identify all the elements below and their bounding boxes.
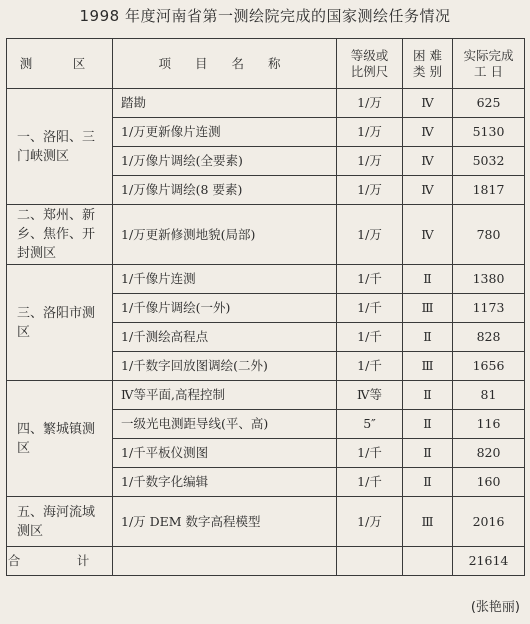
workdays-cell: 5032 bbox=[453, 147, 525, 176]
difficulty-cell: Ⅲ bbox=[403, 497, 453, 547]
header-difficulty-line2: 类 别 bbox=[413, 63, 442, 79]
difficulty-cell: Ⅲ bbox=[403, 352, 453, 381]
total-empty-scale bbox=[337, 547, 403, 576]
project-cell: 1/千测绘高程点 bbox=[113, 323, 337, 352]
project-cell: 一级光电测距导线(平、高) bbox=[113, 410, 337, 439]
total-row bbox=[7, 547, 525, 576]
difficulty-cell: Ⅳ bbox=[403, 118, 453, 147]
scale-cell: 1/万 bbox=[337, 205, 403, 265]
workdays-cell: 828 bbox=[453, 323, 525, 352]
table-row bbox=[7, 497, 525, 547]
region-cell: 五、海河流域测区 bbox=[7, 497, 113, 547]
table-row bbox=[7, 89, 525, 118]
difficulty-cell: Ⅱ bbox=[403, 265, 453, 294]
workdays-cell: 1656 bbox=[453, 352, 525, 381]
scale-cell: 1/千 bbox=[337, 439, 403, 468]
header-workdays-line2: 工 日 bbox=[474, 63, 503, 79]
table-row bbox=[7, 265, 525, 294]
header-region: 测 区 bbox=[7, 39, 113, 89]
project-cell: 1/万更新修测地貌(局部) bbox=[113, 205, 337, 265]
header-scale-line1: 等级或 bbox=[350, 47, 389, 63]
scale-cell: Ⅳ等 bbox=[337, 381, 403, 410]
header-scale bbox=[337, 39, 403, 89]
workdays-cell: 1380 bbox=[453, 265, 525, 294]
project-cell: 1/千数字化编辑 bbox=[113, 468, 337, 497]
task-table bbox=[6, 38, 525, 576]
project-cell: 1/千平板仪测图 bbox=[113, 439, 337, 468]
scale-cell: 1/千 bbox=[337, 352, 403, 381]
scale-cell: 1/万 bbox=[337, 89, 403, 118]
difficulty-cell: Ⅱ bbox=[403, 468, 453, 497]
header-difficulty-line1: 困 难 bbox=[413, 47, 442, 63]
workdays-cell: 5130 bbox=[453, 118, 525, 147]
workdays-cell: 2016 bbox=[453, 497, 525, 547]
difficulty-cell: Ⅳ bbox=[403, 176, 453, 205]
header-workdays-line1: 实际完成 bbox=[463, 47, 514, 63]
scale-cell: 1/万 bbox=[337, 176, 403, 205]
workdays-cell: 625 bbox=[453, 89, 525, 118]
project-cell: 踏勘 bbox=[113, 89, 337, 118]
scale-cell: 1/千 bbox=[337, 265, 403, 294]
scale-cell: 1/千 bbox=[337, 323, 403, 352]
total-empty-difficulty bbox=[403, 547, 453, 576]
difficulty-cell: Ⅲ bbox=[403, 294, 453, 323]
region-cell: 三、洛阳市测区 bbox=[7, 265, 113, 381]
workdays-cell: 160 bbox=[453, 468, 525, 497]
difficulty-cell: Ⅱ bbox=[403, 410, 453, 439]
total-empty-project bbox=[113, 547, 337, 576]
region-cell: 四、繁城镇测区 bbox=[7, 381, 113, 497]
difficulty-cell: Ⅱ bbox=[403, 381, 453, 410]
table-row bbox=[7, 381, 525, 410]
project-cell: Ⅳ等平面,高程控制 bbox=[113, 381, 337, 410]
region-cell: 一、洛阳、三门峡测区 bbox=[7, 89, 113, 205]
project-cell: 1/千数字回放图调绘(二外) bbox=[113, 352, 337, 381]
project-cell: 1/千像片连测 bbox=[113, 265, 337, 294]
scale-cell: 1/万 bbox=[337, 497, 403, 547]
project-cell: 1/万像片调绘(全要素) bbox=[113, 147, 337, 176]
header-row bbox=[7, 39, 525, 89]
header-workdays bbox=[453, 39, 525, 89]
scale-cell: 1/千 bbox=[337, 294, 403, 323]
difficulty-cell: Ⅳ bbox=[403, 89, 453, 118]
difficulty-cell: Ⅳ bbox=[403, 205, 453, 265]
scale-cell: 1/万 bbox=[337, 118, 403, 147]
total-label: 合 计 bbox=[7, 547, 113, 576]
scale-cell: 1/千 bbox=[337, 468, 403, 497]
workdays-cell: 1173 bbox=[453, 294, 525, 323]
scale-cell: 1/万 bbox=[337, 147, 403, 176]
workdays-cell: 116 bbox=[453, 410, 525, 439]
header-difficulty bbox=[403, 39, 453, 89]
difficulty-cell: Ⅱ bbox=[403, 439, 453, 468]
author-credit: (张艳丽) bbox=[470, 600, 520, 615]
project-cell: 1/万 DEM 数字高程模型 bbox=[113, 497, 337, 547]
header-scale-line2: 比例尺 bbox=[350, 63, 389, 79]
difficulty-cell: Ⅳ bbox=[403, 147, 453, 176]
difficulty-cell: Ⅱ bbox=[403, 323, 453, 352]
header-project: 项 目 名 称 bbox=[113, 39, 337, 89]
workdays-cell: 820 bbox=[453, 439, 525, 468]
project-cell: 1/万像片调绘(8 要素) bbox=[113, 176, 337, 205]
total-workdays: 21614 bbox=[453, 547, 525, 576]
workdays-cell: 81 bbox=[453, 381, 525, 410]
region-cell: 二、郑州、新乡、焦作、开封测区 bbox=[7, 205, 113, 265]
workdays-cell: 1817 bbox=[453, 176, 525, 205]
table-row bbox=[7, 205, 525, 265]
project-cell: 1/千像片调绘(一外) bbox=[113, 294, 337, 323]
table-title: 1998 年度河南省第一测绘院完成的国家测绘任务情况 bbox=[79, 7, 451, 25]
workdays-cell: 780 bbox=[453, 205, 525, 265]
project-cell: 1/万更新像片连测 bbox=[113, 118, 337, 147]
scale-cell: 5″ bbox=[337, 410, 403, 439]
